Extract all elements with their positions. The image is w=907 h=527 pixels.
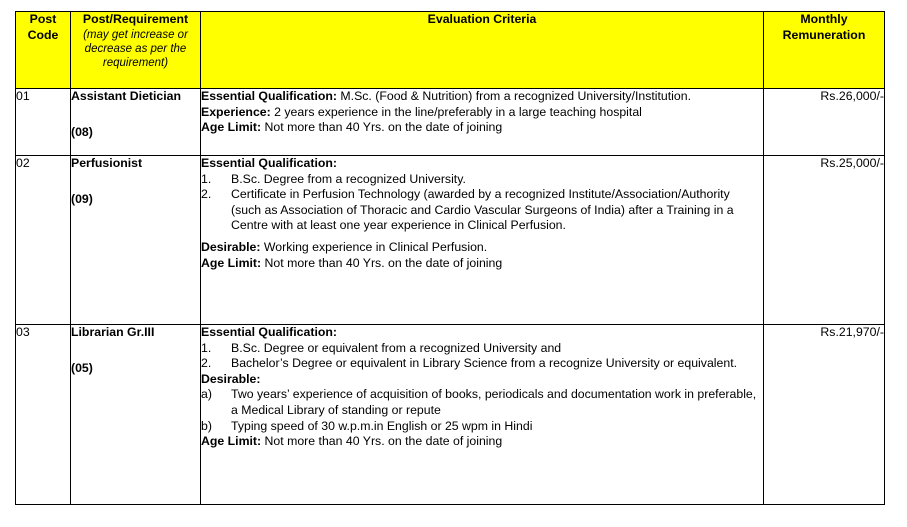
post-title: Perfusionist [71, 156, 143, 170]
list-text: Certificate in Perfusion Technology (awarded by a recognized Institute/Association/Authority (such as Association of Thoracic and Cardio Vascular Surgeons of India) after a Training in a Centre with at least one year experience in Clinical Perfusion. [231, 187, 734, 233]
list-item [201, 187, 763, 234]
age-limit-line [201, 120, 763, 136]
post-code-cell: 01 [16, 89, 71, 156]
post-cell [71, 156, 201, 325]
desirable-line [201, 240, 763, 256]
list-item [201, 387, 763, 418]
list-marker: b) [201, 418, 212, 433]
header-post-requirement [71, 12, 201, 89]
header-evaluation-criteria: Evaluation Criteria [201, 12, 764, 89]
criteria-cell [201, 89, 764, 156]
age-limit-line [201, 256, 763, 272]
experience-text: 2 years experience in the line/preferably in a large teaching hospital [274, 104, 642, 119]
list-item [201, 419, 763, 435]
header-post-code: Post Code [16, 12, 71, 89]
list-marker: 1. [201, 340, 212, 355]
post-title: Librarian Gr.III [71, 325, 155, 339]
age-limit-text: Not more than 40 Yrs. on the date of joining [264, 120, 503, 135]
header-monthly-remuneration: Monthly Remuneration [764, 12, 885, 89]
header-post-requirement-label: Post/Requirement [82, 12, 189, 26]
table-row [16, 156, 885, 325]
desirable-text: Working experience in Clinical Perfusion. [263, 239, 488, 254]
criteria-cell [201, 156, 764, 325]
post-count: (08) [71, 124, 93, 139]
post-count: (09) [71, 191, 93, 206]
list-marker: 2. [201, 187, 212, 202]
list-text: B.Sc. Degree or equivalent from a recognized University and [231, 340, 562, 355]
post-count: (05) [71, 360, 93, 375]
essential-qualification-line [201, 89, 763, 105]
post-code-cell: 02 [16, 156, 71, 325]
list-item [201, 341, 763, 357]
post-code-cell: 03 [16, 325, 71, 505]
remuneration-cell: Rs.26,000/- [764, 89, 885, 156]
experience-line [201, 105, 763, 121]
criteria-cell [201, 325, 764, 505]
list-text: Two years’ experience of acquisition of books, periodicals and documentation work in preferable, a Medical Library of standing or repute [231, 387, 757, 417]
age-limit-text: Not more than 40 Yrs. on the date of joining [264, 255, 503, 270]
post-cell [71, 325, 201, 505]
essential-qualification-text: M.Sc. (Food & Nutrition) from a recognized University/Institution. [340, 89, 691, 103]
list-marker: 1. [201, 171, 212, 186]
table-header-row [16, 12, 885, 89]
essential-qualification-label: Essential Qualification: [201, 89, 337, 103]
experience-label: Experience: [201, 104, 271, 119]
age-limit-label: Age Limit: [201, 120, 262, 135]
list-marker: a) [201, 387, 212, 402]
list-text: Bachelor’s Degree or equivalent in Library Science from a recognize University or equivalent. [231, 356, 738, 371]
list-text: Typing speed of 30 w.p.m.in English or 25 wpm in Hindi [231, 418, 533, 433]
list-item [201, 172, 763, 188]
list-text: B.Sc. Degree from a recognized University. [231, 171, 466, 186]
age-limit-label: Age Limit: [201, 434, 262, 449]
age-limit-text: Not more than 40 Yrs. on the date of joining [264, 434, 503, 449]
desirable-label: Desirable: [201, 239, 261, 254]
header-post-requirement-note: (may get increase or decrease as per the requirement) [83, 28, 188, 69]
desirable-label: Desirable: [201, 371, 261, 386]
remuneration-cell: Rs.25,000/- [764, 156, 885, 325]
list-item [201, 356, 763, 372]
recruitment-table [15, 11, 885, 505]
list-marker: 2. [201, 356, 212, 371]
essential-qualification-label: Essential Qualification: [201, 156, 337, 170]
age-limit-label: Age Limit: [201, 255, 262, 270]
table-row [16, 325, 885, 505]
age-limit-line [201, 434, 763, 450]
essential-qualification-label: Essential Qualification: [201, 325, 337, 339]
post-cell [71, 89, 201, 156]
post-title: Assistant Dietician [71, 89, 182, 103]
table-row [16, 89, 885, 156]
remuneration-cell: Rs.21,970/- [764, 325, 885, 505]
